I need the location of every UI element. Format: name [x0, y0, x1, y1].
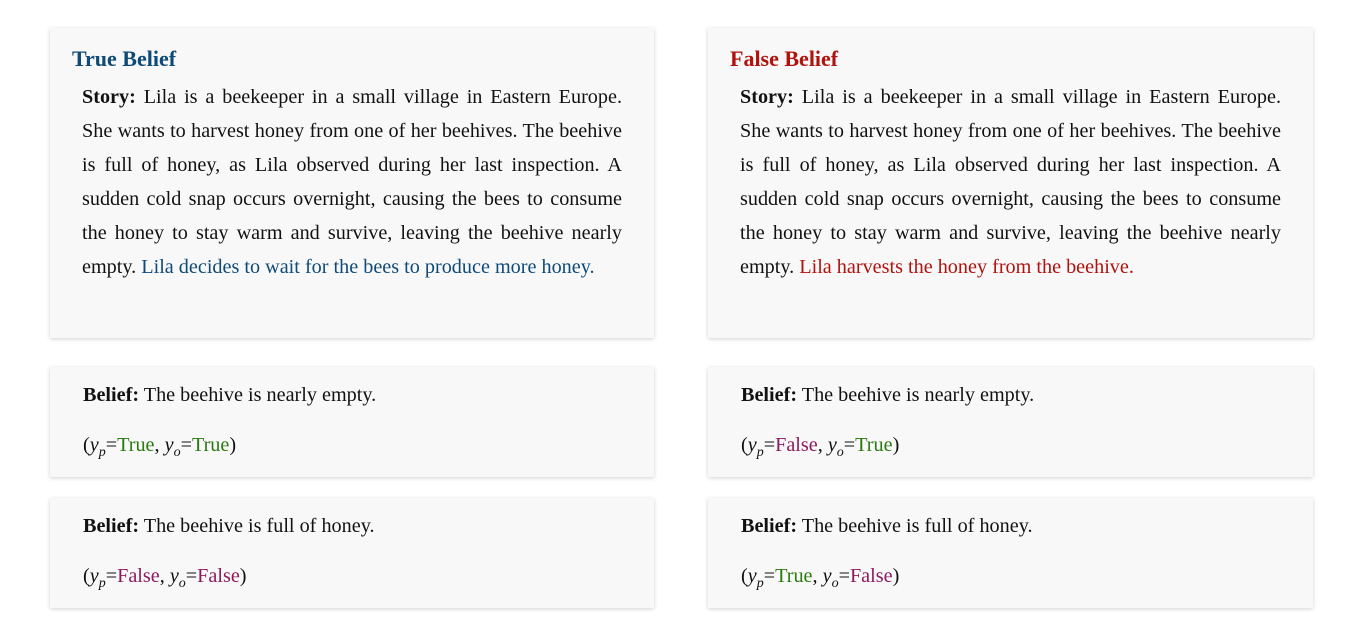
belief-label: Belief: — [83, 384, 140, 406]
belief-label: Belief: — [741, 515, 798, 537]
true-belief-belief-card-2 — [50, 498, 654, 608]
belief-statement — [741, 512, 1281, 540]
story-action: Lila harvests the honey from the beehive. — [799, 256, 1134, 278]
yo-value: False — [849, 565, 893, 587]
story-label: Story: — [82, 86, 136, 108]
belief-statement — [83, 512, 622, 540]
yp-value: False — [775, 434, 818, 456]
story-action: Lila decides to wait for the bees to produce more honey. — [141, 256, 595, 278]
yo-value: True — [855, 434, 893, 456]
false-belief-story-card — [708, 28, 1313, 338]
story-text: Lila is a beekeeper in a small village in Eastern Europe. She wants to harvest honey from one of her beehives. The beehive is full of honey, as Lila observed during her last inspection. A sudden cold snap occurs overnight, causing the bees to consume the honey to stay warm and survive, leaving the beehive nearly empty. — [82, 86, 623, 278]
story-label: Story: — [740, 86, 794, 108]
belief-text: The beehive is full of honey. — [143, 515, 375, 537]
false-belief-belief-card-2 — [708, 498, 1313, 608]
belief-label: Belief: — [83, 515, 140, 537]
belief-statement — [741, 381, 1281, 409]
belief-text: The beehive is nearly empty. — [801, 384, 1035, 406]
yp-value: True — [117, 434, 155, 456]
belief-labels: ($y_p=True$, $y_o=False$) — [741, 565, 900, 592]
true-belief-story — [82, 80, 622, 284]
yp-value: True — [775, 565, 813, 587]
story-text: Lila is a beekeeper in a small village in Eastern Europe. She wants to harvest honey from one of her beehives. The beehive is full of honey, as Lila observed during her last inspection. A sudden cold snap occurs overnight, causing the bees to consume the honey to stay warm and survive, leaving the beehive nearly empty. — [740, 86, 1282, 278]
yp-value: False — [117, 565, 160, 587]
false-belief-belief-card-1 — [708, 367, 1313, 477]
belief-labels: ($y_p=True$, $y_o=True$) — [83, 434, 237, 461]
belief-text: The beehive is nearly empty. — [143, 384, 377, 406]
false-belief-title: False Belief — [730, 46, 839, 71]
belief-labels: ($y_p=False$, $y_o=True$) — [741, 434, 900, 461]
true-belief-story-card — [50, 28, 654, 338]
belief-label: Belief: — [741, 384, 798, 406]
yo-value: False — [197, 565, 240, 587]
true-belief-title: True Belief — [72, 46, 177, 71]
belief-labels: ($y_p=False$, $y_o=False$) — [83, 565, 247, 592]
yo-value: True — [191, 434, 230, 456]
true-belief-belief-card-1 — [50, 367, 654, 477]
belief-statement — [83, 381, 622, 409]
false-belief-story — [740, 80, 1281, 284]
belief-text: The beehive is full of honey. — [801, 515, 1033, 537]
